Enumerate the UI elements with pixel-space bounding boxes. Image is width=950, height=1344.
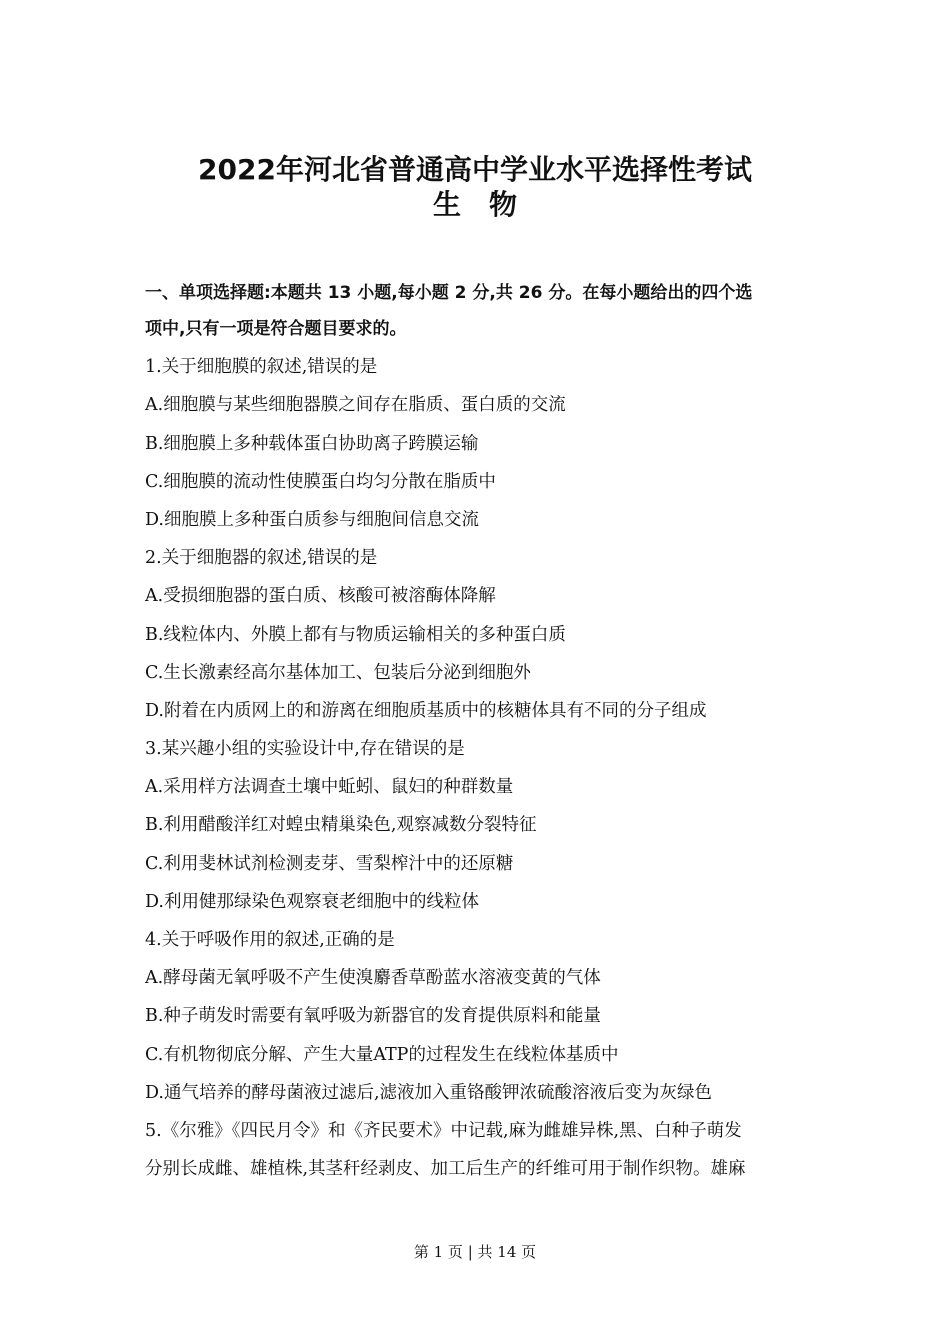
text-line: D.利用健那绿染色观察衰老细胞中的线粒体 <box>145 891 479 912</box>
text-line: 2.关于细胞器的叙述,错误的是 <box>145 548 378 569</box>
text-line: B.线粒体内、外膜上都有与物质运输相关的多种蛋白质 <box>145 624 566 645</box>
text-line: B.种子萌发时需要有氧呼吸为新器官的发育提供原料和能量 <box>145 1006 601 1027</box>
text-line: B.细胞膜上多种载体蛋白协助离子跨膜运输 <box>145 433 479 454</box>
text-line: 3.某兴趣小组的实验设计中,存在错误的是 <box>145 739 465 760</box>
text-line: A.细胞膜与某些细胞器膜之间存在脂质、蛋白质的交流 <box>145 395 566 416</box>
text-line: C.利用斐林试剂检测麦芽、雪梨榨汁中的还原糖 <box>145 853 514 874</box>
document-body <box>145 278 815 1192</box>
text-line: C.有机物彻底分解、产生大量ATP的过程发生在线粒体基质中 <box>145 1044 619 1065</box>
text-line: 分别长成雌、雄植株,其茎秆经剥皮、加工后生产的纤维可用于制作织物。雄麻 <box>145 1159 746 1180</box>
subject-title: 生物 <box>432 188 545 221</box>
text-line: A.酵母菌无氧呼吸不产生使溴麝香草酚蓝水溶液变黄的气体 <box>145 968 601 989</box>
page-footer: 第 1 页 | 共 14 页 <box>413 1243 537 1261</box>
text-line: C.细胞膜的流动性使膜蛋白均匀分散在脂质中 <box>145 471 496 492</box>
text-line: D.附着在内质网上的和游离在细胞质基质中的核糖体具有不同的分子组成 <box>145 700 707 721</box>
text-line: 5.《尔雅》《四民月令》和《齐民要术》中记载,麻为雌雄异株,黑、白种子萌发 <box>145 1120 742 1141</box>
text-line: D.细胞膜上多种蛋白质参与细胞间信息交流 <box>145 509 479 530</box>
section-heading-line: 项中,只有一项是符合题目要求的。 <box>145 319 407 339</box>
text-line: A.受损细胞器的蛋白质、核酸可被溶酶体降解 <box>145 586 496 607</box>
text-line: D.通气培养的酵母菌液过滤后,滤液加入重铬酸钾浓硫酸溶液后变为灰绿色 <box>145 1082 713 1103</box>
text-line: B.利用醋酸洋红对蝗虫精巢染色,观察减数分裂特征 <box>145 815 537 836</box>
text-line: 4.关于呼吸作用的叙述,正确的是 <box>145 930 395 950</box>
section-heading-line: 一、单项选择题:本题共 13 小题,每小题 2 分,共 26 分。在每小题给出的四个选 <box>145 283 753 303</box>
text-line: 1.关于细胞膜的叙述,错误的是 <box>145 357 378 378</box>
text-line: A.采用样方法调查土壤中蚯蚓、鼠妇的种群数量 <box>145 777 514 798</box>
exam-title: 2022年河北省普通高中学业水平选择性考试 <box>198 153 752 186</box>
text-line: C.生长激素经高尔基体加工、包装后分泌到细胞外 <box>145 662 531 683</box>
